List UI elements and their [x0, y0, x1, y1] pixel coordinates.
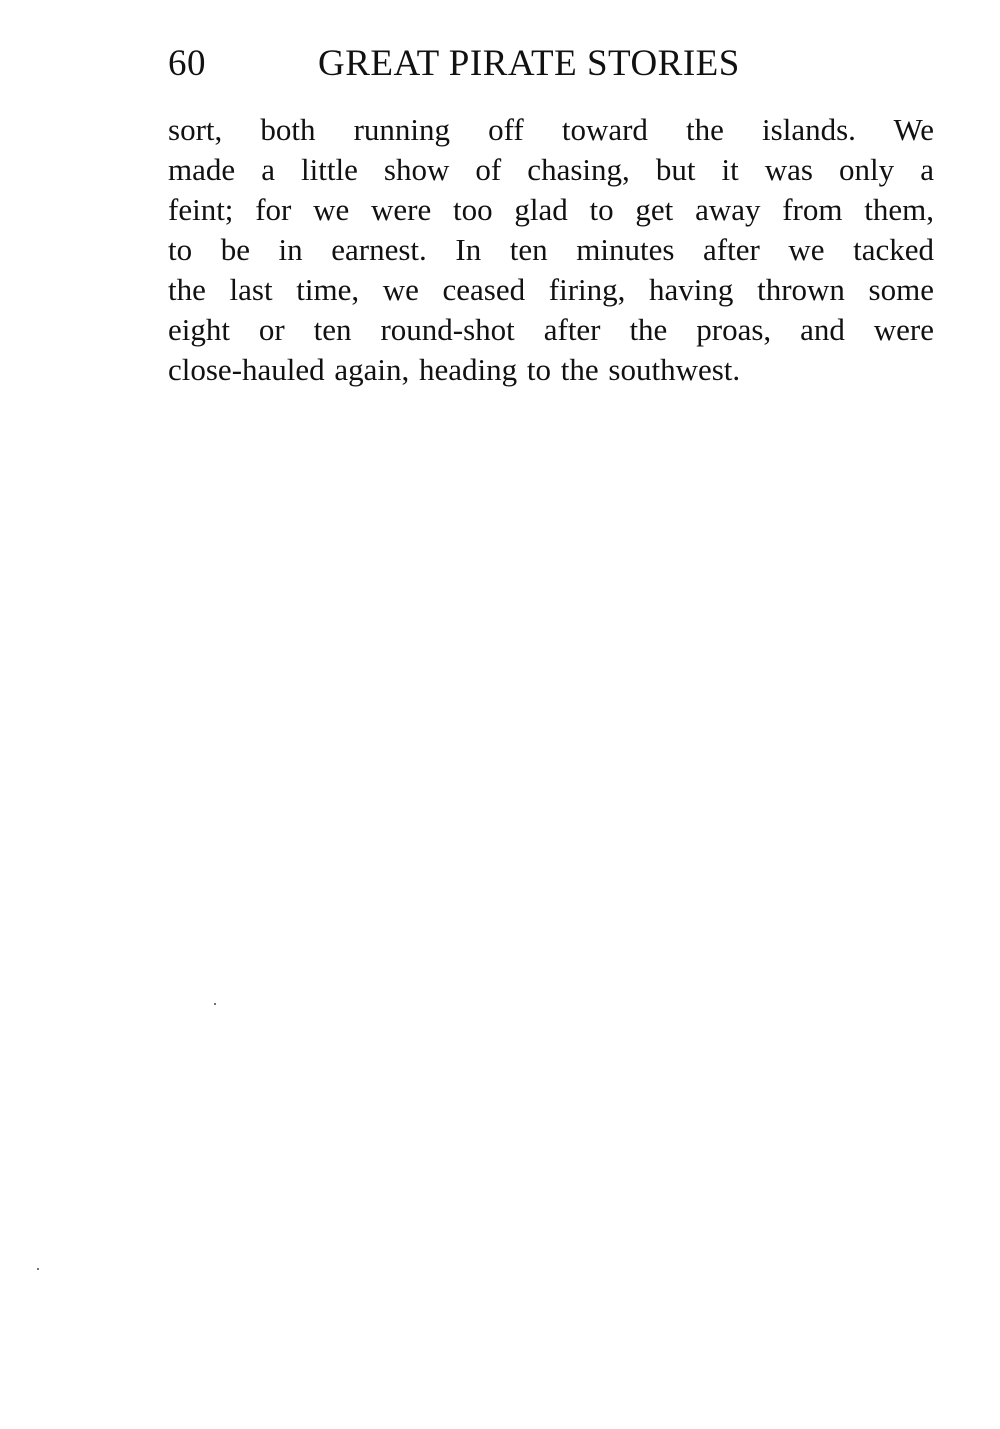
text-line: made a little show of chasing, but it was only a [168, 152, 934, 187]
text-line: to be in earnest. In ten minutes after we tacked [168, 232, 934, 267]
running-head [168, 40, 934, 88]
scan-speck [214, 1003, 216, 1005]
body-paragraph [168, 110, 934, 390]
text-line: feint; for we were too glad to get away from them, [168, 192, 934, 227]
text-line: sort, both running off toward the islands. We [168, 112, 934, 147]
text-line: eight or ten round-shot after the proas, and were [168, 312, 934, 347]
text-line: close-hauled again, heading to the southwest. [168, 352, 741, 387]
scan-speck [37, 1268, 39, 1270]
text-line: the last time, we ceased firing, having thrown some [168, 272, 934, 307]
running-title: GREAT PIRATE STORIES [318, 43, 740, 84]
page-number: 60 [168, 43, 206, 84]
